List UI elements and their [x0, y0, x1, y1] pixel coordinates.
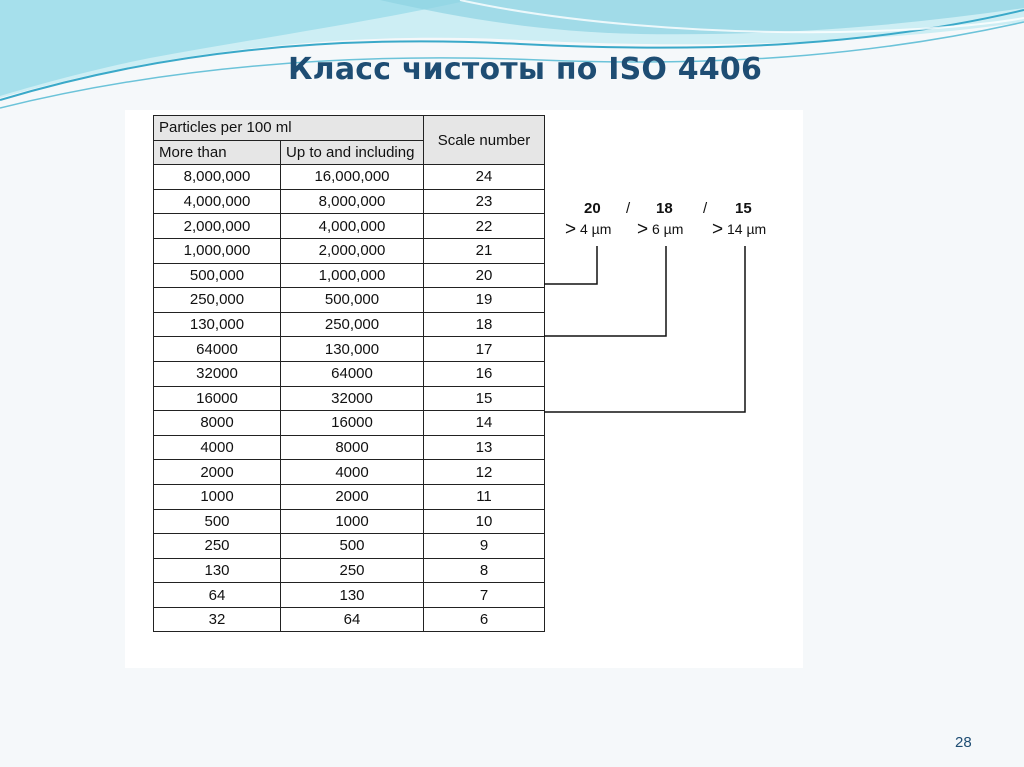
scale-number-cell: 21 — [424, 238, 545, 263]
scale-number-cell: 22 — [424, 214, 545, 239]
more-than-cell: 64 — [154, 583, 281, 608]
scale-number-cell: 9 — [424, 534, 545, 559]
more-than-cell: 1,000,000 — [154, 238, 281, 263]
more-than-cell: 2,000,000 — [154, 214, 281, 239]
up-to-cell: 8000 — [281, 435, 424, 460]
more-than-cell: 32000 — [154, 361, 281, 386]
more-than-cell: 130,000 — [154, 312, 281, 337]
connector-line-18 — [544, 246, 666, 336]
more-than-cell: 64000 — [154, 337, 281, 362]
page-number: 28 — [955, 734, 972, 751]
up-to-cell: 500 — [281, 534, 424, 559]
more-than-cell: 8,000,000 — [154, 165, 281, 190]
greater-than-symbol: > — [712, 219, 724, 240]
connector-line-20 — [544, 246, 597, 284]
up-to-cell: 64 — [281, 607, 424, 632]
scale-number-cell: 13 — [424, 435, 545, 460]
code-separator-2: / — [703, 200, 708, 217]
scale-number-cell: 20 — [424, 263, 545, 288]
more-than-cell: 4,000,000 — [154, 189, 281, 214]
more-than-cell: 1000 — [154, 484, 281, 509]
scale-number-cell: 24 — [424, 165, 545, 190]
more-than-cell: 250 — [154, 534, 281, 559]
up-to-cell: 2000 — [281, 484, 424, 509]
particles-header: Particles per 100 ml — [154, 116, 424, 141]
greater-than-symbol: > — [565, 219, 577, 240]
scale-number-cell: 16 — [424, 361, 545, 386]
more-than-cell: 32 — [154, 607, 281, 632]
up-to-cell: 64000 — [281, 361, 424, 386]
code-separator-1: / — [626, 200, 631, 217]
more-than-cell: 130 — [154, 558, 281, 583]
up-to-cell: 32000 — [281, 386, 424, 411]
up-to-cell: 4,000,000 — [281, 214, 424, 239]
scale-number-cell: 10 — [424, 509, 545, 534]
up-to-cell: 2,000,000 — [281, 238, 424, 263]
scale-number-cell: 12 — [424, 460, 545, 485]
code-14um: 15 — [735, 200, 752, 217]
up-to-cell: 16,000,000 — [281, 165, 424, 190]
greater-than-symbol: > — [637, 219, 649, 240]
up-to-cell: 500,000 — [281, 288, 424, 313]
code-6um: 18 — [656, 200, 673, 217]
up-to-cell: 130 — [281, 583, 424, 608]
scale-number-cell: 18 — [424, 312, 545, 337]
size-value: 14 µm — [727, 221, 767, 237]
scale-number-cell: 19 — [424, 288, 545, 313]
size-value: 4 µm — [580, 221, 612, 237]
scale-number-cell: 8 — [424, 558, 545, 583]
up-to-cell: 1000 — [281, 509, 424, 534]
more-than-header: More than — [154, 140, 281, 165]
more-than-cell: 8000 — [154, 411, 281, 436]
size-value: 6 µm — [652, 221, 684, 237]
more-than-cell: 500,000 — [154, 263, 281, 288]
up-to-cell: 4000 — [281, 460, 424, 485]
scale-number-cell: 23 — [424, 189, 545, 214]
up-to-cell: 130,000 — [281, 337, 424, 362]
more-than-cell: 4000 — [154, 435, 281, 460]
scale-number-cell: 17 — [424, 337, 545, 362]
up-to-cell: 16000 — [281, 411, 424, 436]
scale-number-cell: 14 — [424, 411, 545, 436]
more-than-cell: 250,000 — [154, 288, 281, 313]
up-to-cell: 8,000,000 — [281, 189, 424, 214]
scale-number-cell: 11 — [424, 484, 545, 509]
scale-number-header: Scale number — [424, 116, 545, 165]
code-4um: 20 — [584, 200, 601, 217]
scale-number-cell: 15 — [424, 386, 545, 411]
scale-number-cell: 7 — [424, 583, 545, 608]
up-to-cell: 250,000 — [281, 312, 424, 337]
scale-number-cell: 6 — [424, 607, 545, 632]
up-to-cell: 250 — [281, 558, 424, 583]
more-than-cell: 500 — [154, 509, 281, 534]
up-to-cell: 1,000,000 — [281, 263, 424, 288]
connector-line-15 — [544, 246, 745, 412]
slide-title: Класс чистоты по ISO 4406 — [287, 52, 763, 87]
more-than-cell: 2000 — [154, 460, 281, 485]
up-to-header: Up to and including — [281, 140, 424, 165]
more-than-cell: 16000 — [154, 386, 281, 411]
